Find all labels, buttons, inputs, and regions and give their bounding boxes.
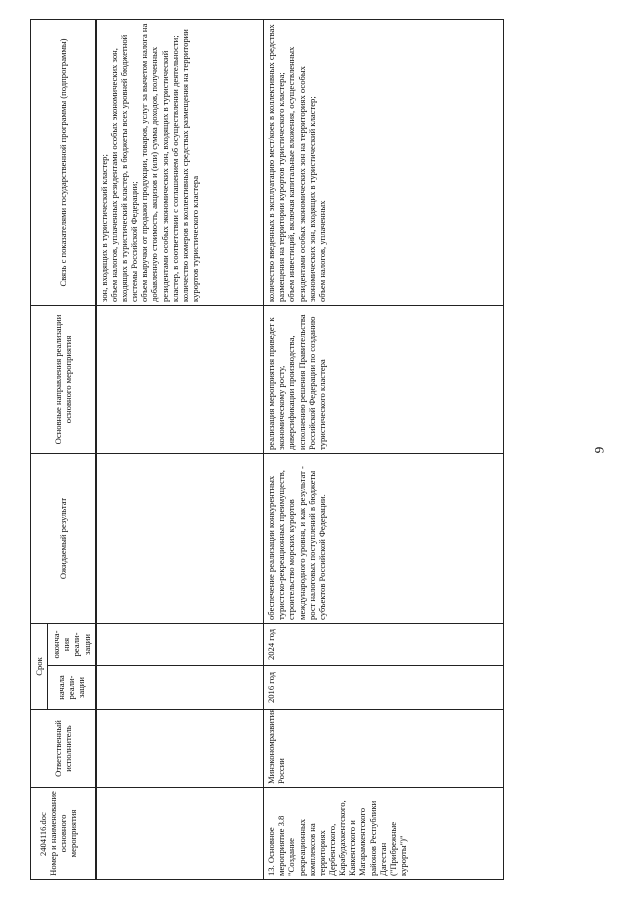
row13-link: количество введенных в эксплуатацию мест/коек в коллективных средствах размещения на территории курортов туристического кластера; объем инвестиций, включая капитальные вложения, осуществленных резидентами особых экономических зон на территориях особых экономических зон, входящих в туристический кластер; объем налогов, уплаченных xyxy=(264,19,504,305)
cont-end xyxy=(96,623,264,665)
header-executor: Ответственный исполнитель xyxy=(31,710,96,788)
header-result: Ожидаемый результат xyxy=(31,453,96,623)
cont-executor xyxy=(96,710,264,788)
header-name: Номер и наименование основного мероприятия xyxy=(31,788,96,880)
row13-name-cell xyxy=(264,788,504,880)
header-row-1 xyxy=(31,19,48,879)
cont-name xyxy=(96,788,264,880)
row13-executor: Минэкономразвития России xyxy=(264,710,504,788)
cont-link: зон, входящих в туристический кластер; объем налогов, уплаченных резидентами особых экономических зон, входящих в туристический кластер, в бюджеты всех уровней бюджетной системы Российской Федерации; объем выручки от продажи продукции, товаров, услуг за вычетом налога на добавленную стоимость, акцизов и (или) сумма доходов, полученных резидентами особых экономических зон, входящих в туристический кластер, в соответствии с соглашением об осуществлении деятельности; количество номеров в коллективных средствах размещения на территории курортов туристического кластера xyxy=(96,19,264,305)
cont-result xyxy=(96,453,264,623)
row13-end: 2024 год xyxy=(264,623,504,665)
cont-start xyxy=(96,666,264,710)
program-table xyxy=(30,19,504,880)
header-directions: Основные направления реализации основного мероприятия xyxy=(31,305,96,453)
header-link: Связь с показателями государственной программы (подпрограммы) xyxy=(31,19,96,305)
row13-start: 2016 год xyxy=(264,666,504,710)
row13-name: Основное мероприятие 3.8 "Создание рекреационных комплексов на территориях Дербентского, Карабудахкентского, Каякентского и Магарамкентского районов Республики Дагестан ("Прибрежные курорты")" xyxy=(266,800,409,876)
table-sheet xyxy=(30,20,580,880)
cont-directions xyxy=(96,305,264,453)
table-row-continuation xyxy=(96,19,264,879)
row13-number: 13. xyxy=(266,865,277,876)
table-row-13 xyxy=(264,19,504,879)
header-start: начала реали-зации xyxy=(48,666,96,710)
row13-directions: реализация мероприятия приведет к экономическому росту, диверсификации производства, исполнению решения Правительства Российской Федерации по созданию туристического кластера xyxy=(264,305,504,453)
header-term: Срок xyxy=(31,623,48,709)
footer-filename: 2404116.doc xyxy=(38,812,48,856)
page-number: 9 xyxy=(591,446,607,454)
row13-result: обеспечение реализации конкурентных туристско-рекреационных преимуществ, строительство морских курортов международного уровня, и как результат - рост налоговых поступлений в бюджеты субъектов Российской Федерации. xyxy=(264,453,504,623)
header-end: оконча-ния реали-зации xyxy=(48,623,96,665)
